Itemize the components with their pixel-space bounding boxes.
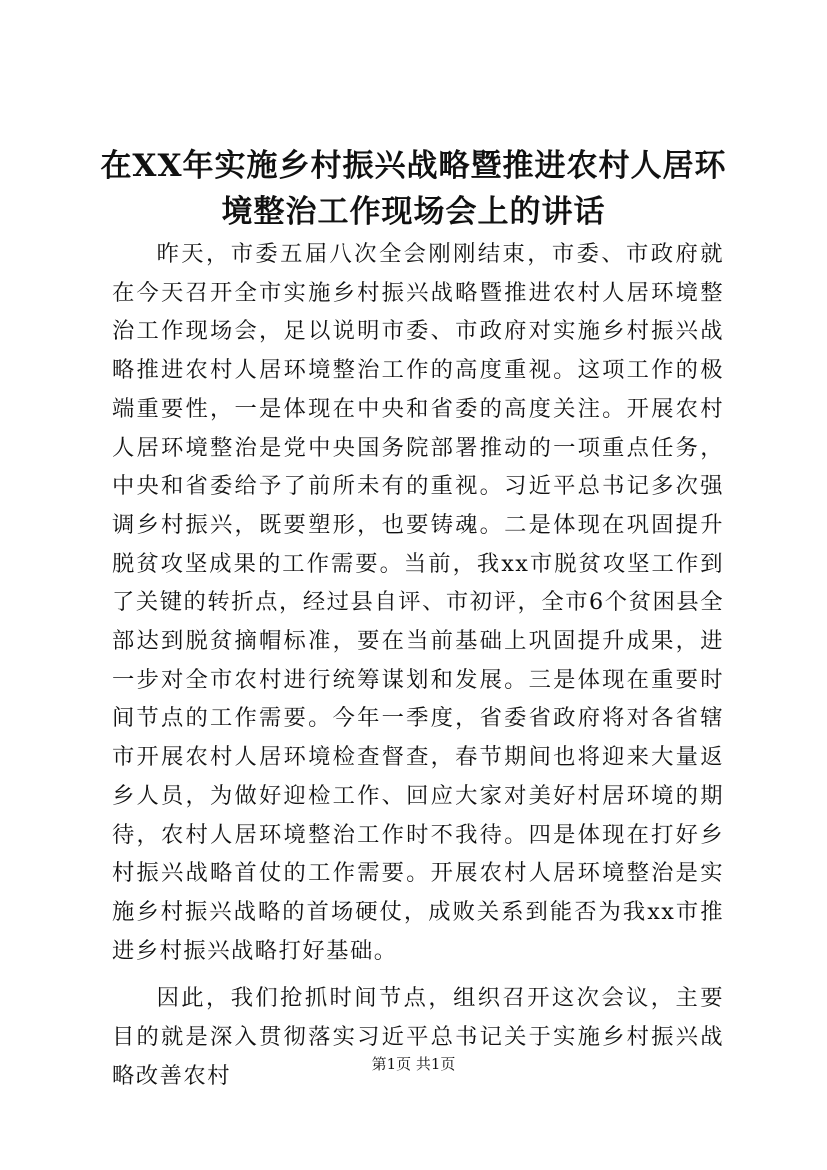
paragraph-2: 因此，我们抢抓时间节点，组织召开这次会议，主要目的就是深入贯彻落实习近平总书记关于实施乡村振兴战略改善农村	[112, 985, 724, 1089]
document-title: 在XX年实施乡村振兴战略暨推进农村人居环境整治工作现场会上的讲话	[100, 148, 727, 230]
document-body	[112, 235, 724, 1095]
page-footer: 第1页 共1页	[371, 1055, 456, 1073]
paragraph-1: 昨天，市委五届八次全会刚刚结束，市委、市政府就在今天召开全市实施乡村振兴战略暨推进农村人居环境整治工作现场会，足以说明市委、市政府对实施乡村振兴战略推进农村人居环境整治工作的高度重视。这项工作的极端重要性，一是体现在中央和省委的高度关注。开展农村人居环境整治是党中央国务院部署推动的一项重点任务，中央和省委给予了前所未有的重视。习近平总书记多次强调乡村振兴，既要塑形，也要铸魂。二是体现在巩固提升脱贫攻坚成果的工作需要。当前，我xx市脱贫攻坚工作到了关键的转折点，经过县自评、市初评，全市6个贫困县全部达到脱贫摘帽标准，要在当前基础上巩固提升成果，进一步对全市农村进行统筹谋划和发展。三是体现在重要时间节点的工作需要。今年一季度，省委省政府将对各省辖市开展农村人居环境检查督查，春节期间也将迎来大量返乡人员，为做好迎检工作、回应大家对美好村居环境的期待，农村人居环境整治工作时不我待。四是体现在打好乡村振兴战略首仗的工作需要。开展农村人居环境整治是实施乡村振兴战略的首场硬仗，成败关系到能否为我xx市推进乡村振兴战略打好基础。	[112, 241, 724, 964]
